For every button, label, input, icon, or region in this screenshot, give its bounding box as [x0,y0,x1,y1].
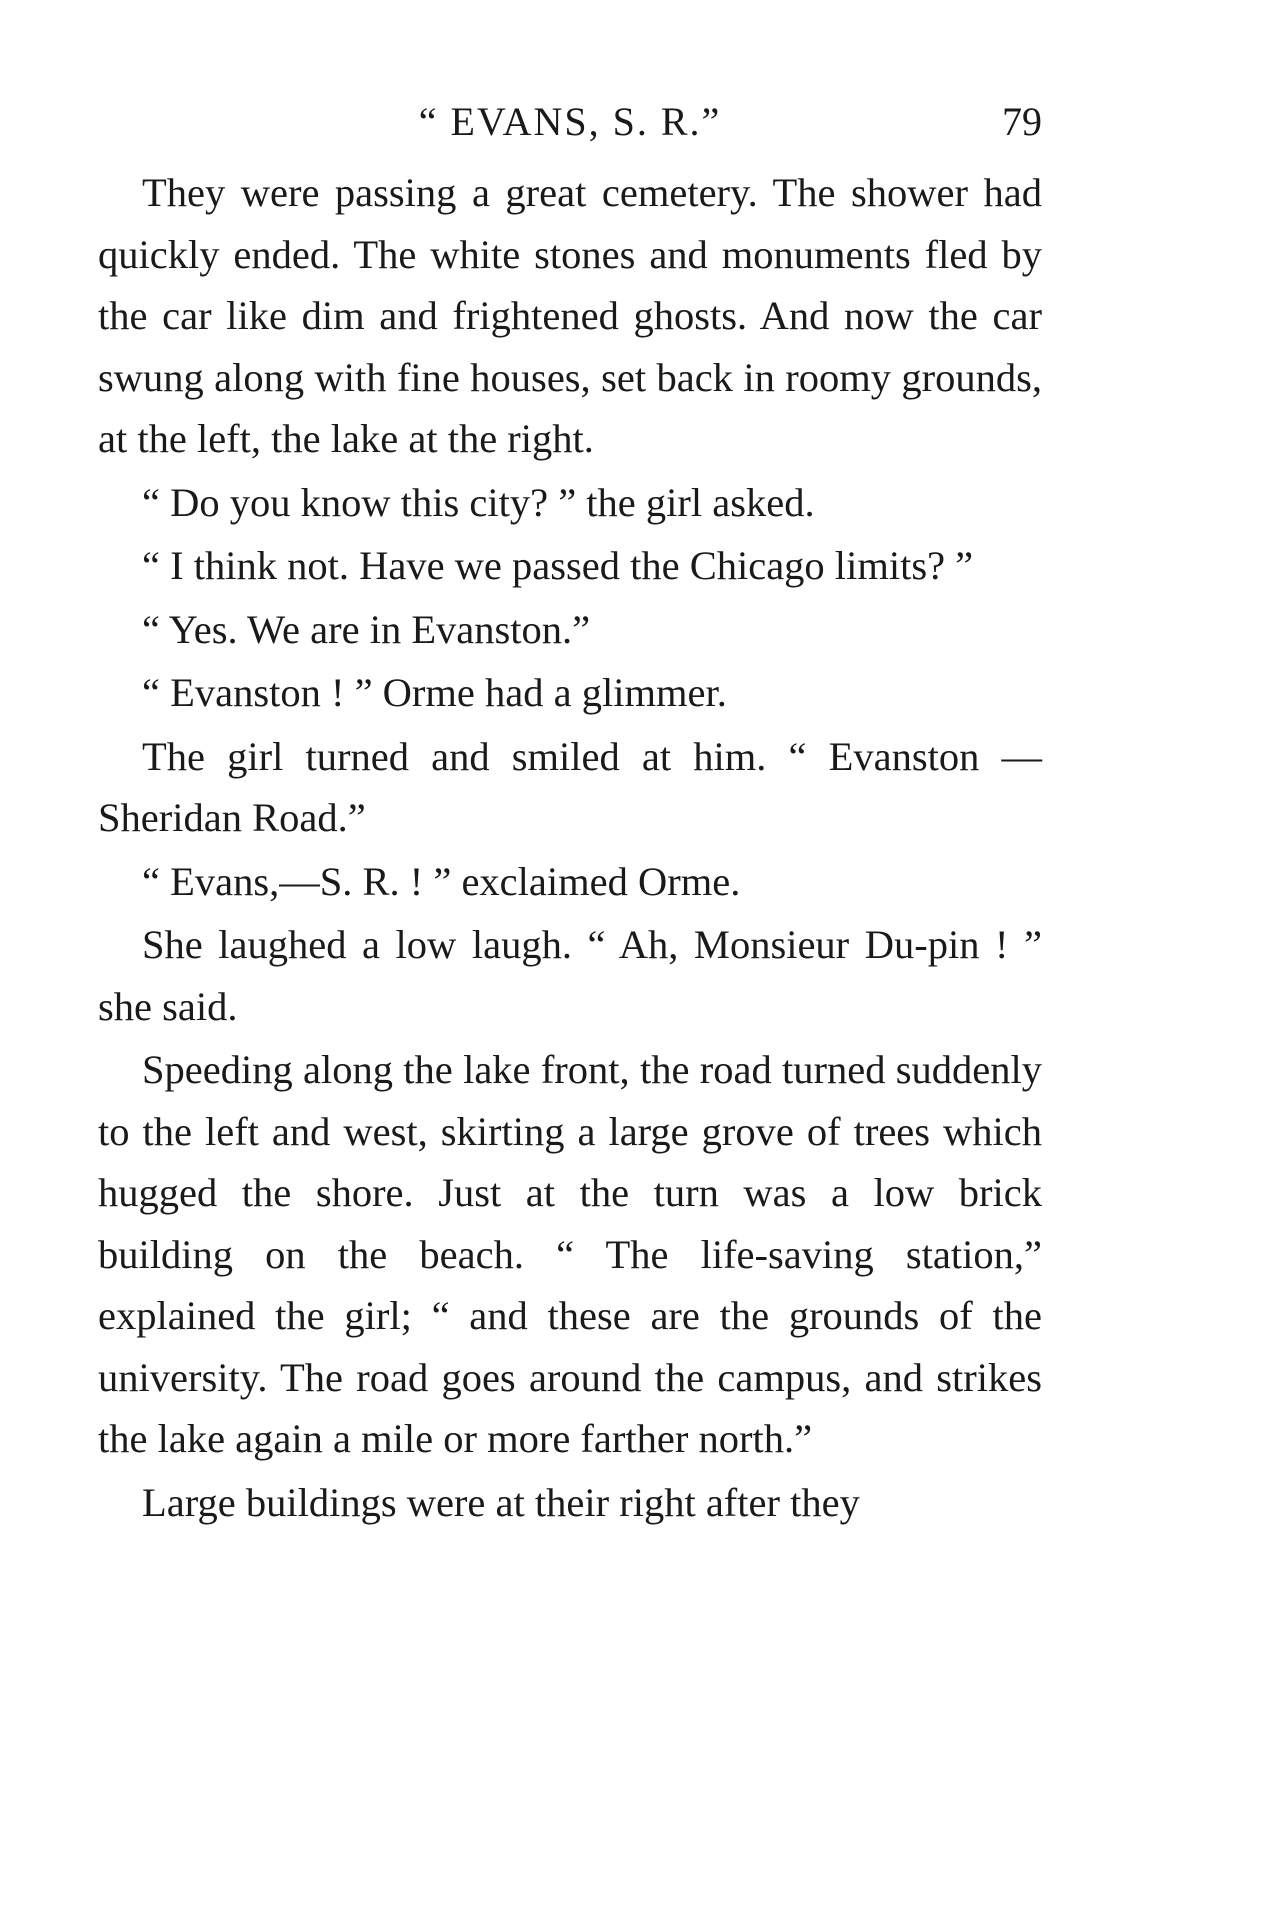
paragraph: “ Do you know this city? ” the girl asked. [142,479,815,525]
paragraph: The girl turned and smiled at him. “ Evanston —Sheridan Road.” [98,733,1042,840]
body-text [98,162,1042,1535]
paragraph: They were passing a great cemetery. The shower had quickly ended. The white stones and monuments fled by the car like dim and frightened ghosts. And now the car swung along with fine houses, set back in roomy grounds, at the left, the lake at the right. [98,170,1042,461]
paragraph: Large buildings were at their right after they [142,1479,860,1525]
page-header [98,98,1042,156]
running-title: “ EVANS, S. R.” [418,99,722,144]
paragraph: “ Evanston ! ” Orme had a glimmer. [142,670,727,715]
page-number: 79 [1002,99,1042,144]
paragraph: She laughed a low laugh. “ Ah, Monsieur Du-pin ! ” she said. [98,922,1042,1029]
paragraph: “ Evans,—S. R. ! ” exclaimed Orme. [142,858,741,904]
paragraph: Speeding along the lake front, the road turned suddenly to the left and west, skirting a large grove of trees which hugged the shore. Just at the turn was a low brick building on the beach. “ The life-saving station,” explained the girl; “ and these are the grounds of the university. The road goes around the campus, and strikes the lake again a mile or more farther north.” [98,1047,1042,1461]
paragraph: “ Yes. We are in Evanston.” [142,606,591,652]
paragraph: “ I think not. Have we passed the Chicago limits? ” [142,543,974,588]
